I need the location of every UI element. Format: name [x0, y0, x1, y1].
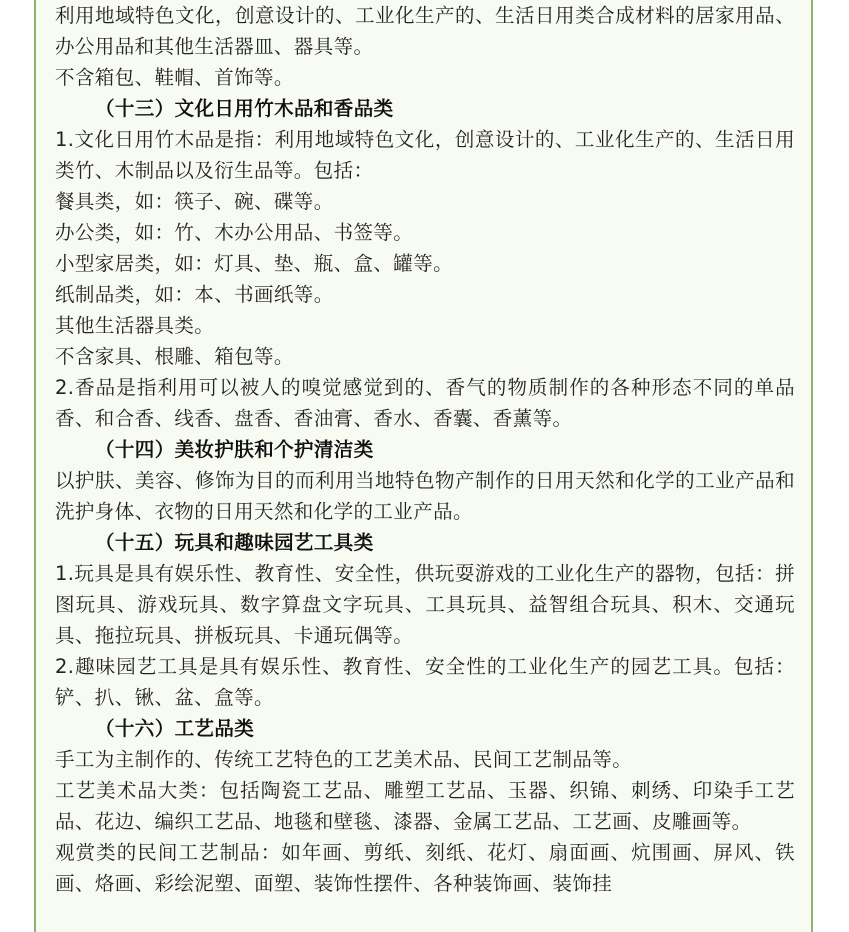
paragraph: 利用地域特色文化，创意设计的、工业化生产的、生活日用类合成材料的居家用品、办公用品和其他生活器皿、器具等。	[55, 4, 795, 58]
paragraph: 工艺美术品大类：包括陶瓷工艺品、雕塑工艺品、玉器、织锦、刺绣、印染手工艺品、花边、编织工艺品、地毯和壁毯、漆器、金属工艺品、工艺画、皮雕画等。	[55, 779, 795, 833]
left-margin	[0, 0, 34, 932]
right-border-rule	[811, 0, 813, 932]
left-border-rule	[34, 0, 36, 932]
paragraph: 1.文化日用竹木品是指：利用地域特色文化，创意设计的、工业化生产的、生活日用类竹、木制品以及衍生品等。包括：	[55, 128, 795, 182]
section-heading-16: （十六）工艺品类	[95, 717, 255, 740]
section-heading-15: （十五）玩具和趣味园艺工具类	[95, 531, 374, 554]
paragraph: 手工为主制作的、传统工艺特色的工艺美术品、民间工艺制品等。	[55, 748, 633, 771]
paragraph: 观赏类的民间工艺制品：如年画、剪纸、刻纸、花灯、扇面画、炕围画、屏风、铁画、烙画、彩绘泥塑、面塑、装饰性摆件、各种装饰画、装饰挂	[55, 841, 795, 895]
paragraph: 纸制品类，如：本、书画纸等。	[55, 283, 334, 306]
document-body	[55, 0, 795, 899]
paragraph: 2.香品是指利用可以被人的嗅觉感觉到的、香气的物质制作的各种形态不同的单品香、和合香、线香、盘香、香油膏、香水、香囊、香薰等。	[55, 376, 795, 430]
paragraph: 小型家居类，如：灯具、垫、瓶、盒、罐等。	[55, 252, 454, 275]
paragraph: 以护肤、美容、修饰为目的而利用当地特色物产制作的日用天然和化学的工业产品和洗护身体、衣物的日用天然和化学的工业产品。	[55, 469, 795, 523]
paragraph: 不含箱包、鞋帽、首饰等。	[55, 66, 294, 89]
section-heading-13: （十三）文化日用竹木品和香品类	[95, 97, 394, 120]
right-margin	[813, 0, 849, 932]
paragraph: 2.趣味园艺工具是具有娱乐性、教育性、安全性的工业化生产的园艺工具。包括：铲、扒、锹、盆、盒等。	[55, 655, 795, 709]
section-heading-14: （十四）美妆护肤和个护清洁类	[95, 438, 374, 461]
paragraph: 办公类，如：竹、木办公用品、书签等。	[55, 221, 414, 244]
paragraph: 其他生活器具类。	[55, 314, 215, 337]
paragraph: 1.玩具是具有娱乐性、教育性、安全性，供玩耍游戏的工业化生产的器物，包括：拼图玩具、游戏玩具、数字算盘文字玩具、工具玩具、益智组合玩具、积木、交通玩具、拖拉玩具、拼板玩具、卡通玩偶等。	[55, 562, 795, 647]
paragraph: 不含家具、根雕、箱包等。	[55, 345, 294, 368]
paragraph: 餐具类，如：筷子、碗、碟等。	[55, 190, 334, 213]
